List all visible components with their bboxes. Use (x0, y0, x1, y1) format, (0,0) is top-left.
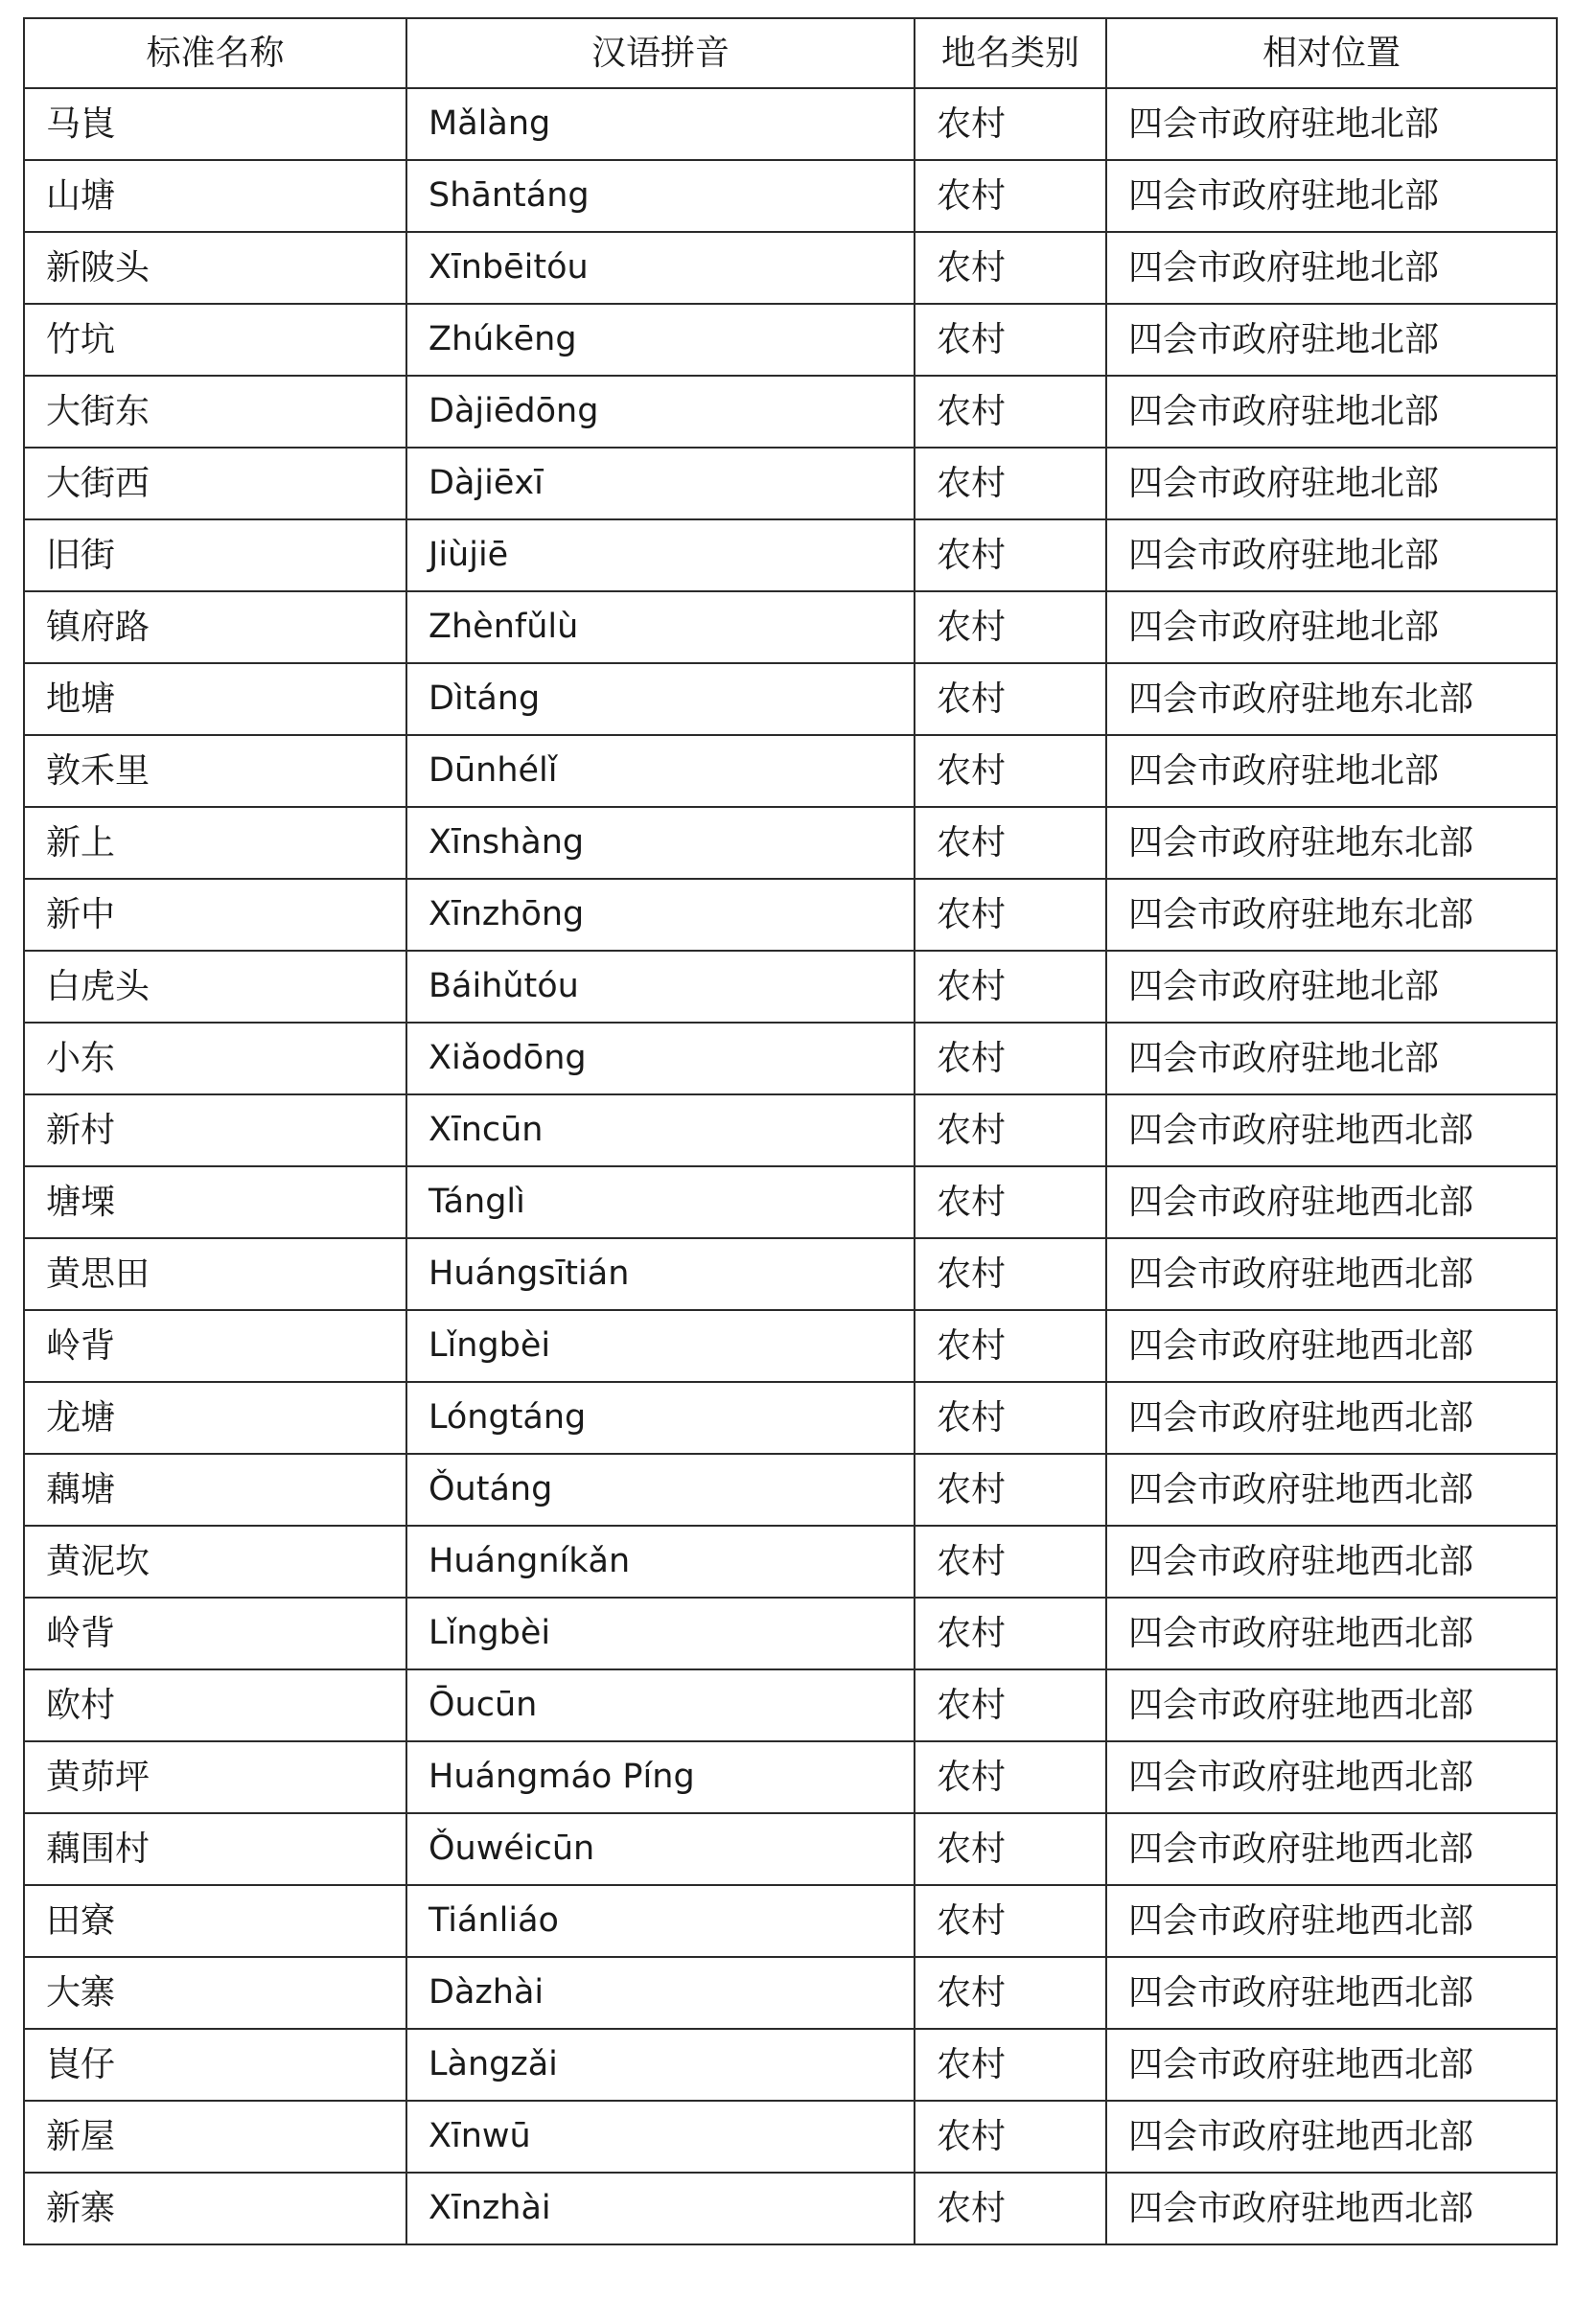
cell-category: 农村 (915, 304, 1106, 376)
cell-category: 农村 (915, 951, 1106, 1023)
table-row (24, 807, 1557, 879)
header-category: 地名类别 (915, 18, 1106, 88)
cell-standard-name: 大街东 (24, 376, 406, 448)
cell-relative-location: 四会市政府驻地西北部 (1106, 1382, 1557, 1454)
cell-standard-name: 新寨 (24, 2173, 406, 2244)
cell-relative-location: 四会市政府驻地北部 (1106, 1023, 1557, 1094)
cell-category: 农村 (915, 1885, 1106, 1957)
table-row (24, 448, 1557, 519)
cell-relative-location: 四会市政府驻地西北部 (1106, 1813, 1557, 1885)
cell-standard-name: 地塘 (24, 663, 406, 735)
cell-category: 农村 (915, 376, 1106, 448)
cell-pinyin: Huángsītián (406, 1238, 915, 1310)
table-row (24, 879, 1557, 951)
cell-standard-name: 欧村 (24, 1669, 406, 1741)
cell-category: 农村 (915, 1238, 1106, 1310)
cell-category: 农村 (915, 1669, 1106, 1741)
cell-pinyin: Dìtáng (406, 663, 915, 735)
cell-pinyin: Xīncūn (406, 1094, 915, 1166)
cell-relative-location: 四会市政府驻地北部 (1106, 591, 1557, 663)
cell-standard-name: 龙塘 (24, 1382, 406, 1454)
table-row (24, 160, 1557, 232)
cell-standard-name: 小东 (24, 1023, 406, 1094)
cell-standard-name: 白虎头 (24, 951, 406, 1023)
cell-relative-location: 四会市政府驻地北部 (1106, 232, 1557, 304)
table-header-row (24, 18, 1557, 88)
cell-category: 农村 (915, 591, 1106, 663)
cell-standard-name: 镇府路 (24, 591, 406, 663)
cell-category: 农村 (915, 448, 1106, 519)
cell-standard-name: 田寮 (24, 1885, 406, 1957)
cell-standard-name: 大寨 (24, 1957, 406, 2029)
cell-category: 农村 (915, 2173, 1106, 2244)
cell-standard-name: 崀仔 (24, 2029, 406, 2101)
table-row (24, 1957, 1557, 2029)
cell-relative-location: 四会市政府驻地西北部 (1106, 1310, 1557, 1382)
cell-category: 农村 (915, 1454, 1106, 1526)
cell-pinyin: Xīnwū (406, 2101, 915, 2173)
table-row (24, 1382, 1557, 1454)
cell-relative-location: 四会市政府驻地西北部 (1106, 1526, 1557, 1598)
table-body (24, 88, 1557, 2244)
cell-relative-location: 四会市政府驻地西北部 (1106, 1454, 1557, 1526)
header-pinyin: 汉语拼音 (406, 18, 915, 88)
cell-category: 农村 (915, 1741, 1106, 1813)
cell-pinyin: Ǒuwéicūn (406, 1813, 915, 1885)
cell-pinyin: Dàjiēdōng (406, 376, 915, 448)
cell-pinyin: Xīnzhài (406, 2173, 915, 2244)
cell-pinyin: Làngzǎi (406, 2029, 915, 2101)
cell-standard-name: 藕塘 (24, 1454, 406, 1526)
cell-pinyin: Lóngtáng (406, 1382, 915, 1454)
header-standard-name: 标准名称 (24, 18, 406, 88)
cell-category: 农村 (915, 1094, 1106, 1166)
cell-pinyin: Zhúkēng (406, 304, 915, 376)
table-row (24, 88, 1557, 160)
cell-standard-name: 敦禾里 (24, 735, 406, 807)
table-row (24, 2029, 1557, 2101)
table-row (24, 376, 1557, 448)
cell-relative-location: 四会市政府驻地东北部 (1106, 807, 1557, 879)
cell-relative-location: 四会市政府驻地西北部 (1106, 1741, 1557, 1813)
cell-category: 农村 (915, 2101, 1106, 2173)
table-row (24, 1310, 1557, 1382)
cell-standard-name: 大街西 (24, 448, 406, 519)
cell-pinyin: Báihǔtóu (406, 951, 915, 1023)
cell-pinyin: Jiùjiē (406, 519, 915, 591)
cell-relative-location: 四会市政府驻地北部 (1106, 519, 1557, 591)
cell-standard-name: 岭背 (24, 1310, 406, 1382)
table-row (24, 2173, 1557, 2244)
cell-relative-location: 四会市政府驻地西北部 (1106, 1166, 1557, 1238)
cell-pinyin: Huángníkǎn (406, 1526, 915, 1598)
cell-pinyin: Tánglì (406, 1166, 915, 1238)
cell-standard-name: 山塘 (24, 160, 406, 232)
cell-pinyin: Dàzhài (406, 1957, 915, 2029)
cell-standard-name: 黄茆坪 (24, 1741, 406, 1813)
table-row (24, 519, 1557, 591)
cell-category: 农村 (915, 1957, 1106, 2029)
cell-category: 农村 (915, 88, 1106, 160)
cell-category: 农村 (915, 1598, 1106, 1669)
cell-standard-name: 塘塛 (24, 1166, 406, 1238)
cell-pinyin: Dàjiēxī (406, 448, 915, 519)
table-row (24, 663, 1557, 735)
cell-category: 农村 (915, 2029, 1106, 2101)
header-relative-location: 相对位置 (1106, 18, 1557, 88)
cell-category: 农村 (915, 1526, 1106, 1598)
cell-standard-name: 藕围村 (24, 1813, 406, 1885)
cell-relative-location: 四会市政府驻地北部 (1106, 448, 1557, 519)
cell-standard-name: 马崀 (24, 88, 406, 160)
cell-relative-location: 四会市政府驻地北部 (1106, 735, 1557, 807)
cell-category: 农村 (915, 735, 1106, 807)
cell-relative-location: 四会市政府驻地北部 (1106, 951, 1557, 1023)
cell-relative-location: 四会市政府驻地西北部 (1106, 2173, 1557, 2244)
cell-pinyin: Ōucūn (406, 1669, 915, 1741)
cell-pinyin: Dūnhélǐ (406, 735, 915, 807)
cell-category: 农村 (915, 160, 1106, 232)
table-row (24, 304, 1557, 376)
cell-pinyin: Lǐngbèi (406, 1598, 915, 1669)
cell-pinyin: Lǐngbèi (406, 1310, 915, 1382)
table-row (24, 1238, 1557, 1310)
cell-standard-name: 新中 (24, 879, 406, 951)
table-row (24, 1454, 1557, 1526)
cell-standard-name: 新陂头 (24, 232, 406, 304)
cell-standard-name: 岭背 (24, 1598, 406, 1669)
cell-relative-location: 四会市政府驻地西北部 (1106, 1238, 1557, 1310)
table-row (24, 1526, 1557, 1598)
table-row (24, 1166, 1557, 1238)
table-row (24, 232, 1557, 304)
cell-relative-location: 四会市政府驻地西北部 (1106, 1598, 1557, 1669)
cell-pinyin: Mǎlàng (406, 88, 915, 160)
place-name-table (23, 17, 1558, 2245)
cell-standard-name: 竹坑 (24, 304, 406, 376)
table-row (24, 2101, 1557, 2173)
cell-category: 农村 (915, 519, 1106, 591)
table-row (24, 1023, 1557, 1094)
table-row (24, 1741, 1557, 1813)
table-row (24, 951, 1557, 1023)
table-row (24, 1885, 1557, 1957)
cell-relative-location: 四会市政府驻地西北部 (1106, 1094, 1557, 1166)
cell-pinyin: Xīnzhōng (406, 879, 915, 951)
cell-standard-name: 旧街 (24, 519, 406, 591)
cell-relative-location: 四会市政府驻地西北部 (1106, 2101, 1557, 2173)
table-row (24, 1598, 1557, 1669)
cell-relative-location: 四会市政府驻地北部 (1106, 304, 1557, 376)
cell-relative-location: 四会市政府驻地东北部 (1106, 663, 1557, 735)
cell-pinyin: Huángmáo Píng (406, 1741, 915, 1813)
cell-pinyin: Tiánliáo (406, 1885, 915, 1957)
cell-pinyin: Zhènfǔlù (406, 591, 915, 663)
cell-category: 农村 (915, 1310, 1106, 1382)
cell-standard-name: 新村 (24, 1094, 406, 1166)
cell-standard-name: 新上 (24, 807, 406, 879)
cell-category: 农村 (915, 1166, 1106, 1238)
table-row (24, 1813, 1557, 1885)
cell-pinyin: Xiǎodōng (406, 1023, 915, 1094)
cell-category: 农村 (915, 232, 1106, 304)
cell-pinyin: Shāntáng (406, 160, 915, 232)
table-row (24, 735, 1557, 807)
cell-category: 农村 (915, 879, 1106, 951)
cell-standard-name: 黄思田 (24, 1238, 406, 1310)
cell-category: 农村 (915, 1813, 1106, 1885)
cell-relative-location: 四会市政府驻地西北部 (1106, 2029, 1557, 2101)
cell-relative-location: 四会市政府驻地西北部 (1106, 1957, 1557, 2029)
cell-standard-name: 黄泥坎 (24, 1526, 406, 1598)
table-row (24, 591, 1557, 663)
cell-relative-location: 四会市政府驻地北部 (1106, 376, 1557, 448)
cell-relative-location: 四会市政府驻地东北部 (1106, 879, 1557, 951)
cell-category: 农村 (915, 807, 1106, 879)
cell-category: 农村 (915, 663, 1106, 735)
cell-category: 农村 (915, 1023, 1106, 1094)
cell-pinyin: Xīnbēitóu (406, 232, 915, 304)
table-row (24, 1094, 1557, 1166)
cell-relative-location: 四会市政府驻地西北部 (1106, 1669, 1557, 1741)
cell-relative-location: 四会市政府驻地北部 (1106, 88, 1557, 160)
cell-standard-name: 新屋 (24, 2101, 406, 2173)
cell-relative-location: 四会市政府驻地北部 (1106, 160, 1557, 232)
table-row (24, 1669, 1557, 1741)
cell-pinyin: Xīnshàng (406, 807, 915, 879)
cell-category: 农村 (915, 1382, 1106, 1454)
cell-relative-location: 四会市政府驻地西北部 (1106, 1885, 1557, 1957)
cell-pinyin: Ǒutáng (406, 1454, 915, 1526)
